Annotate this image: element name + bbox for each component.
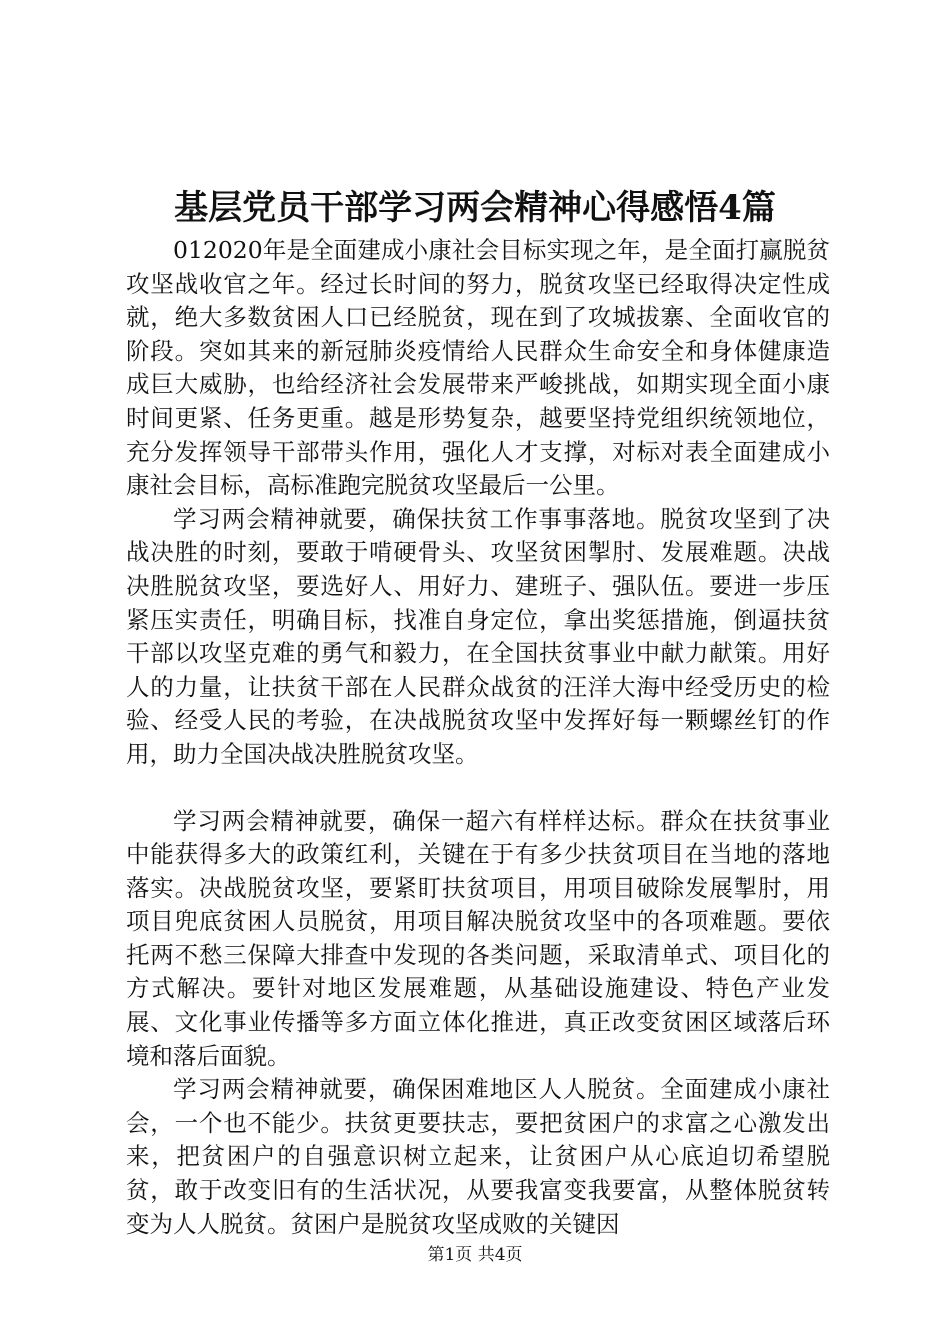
page-footer: 第1页 共4页	[427, 1245, 523, 1265]
document-body	[126, 234, 830, 1241]
paragraph-3: 学习两会精神就要，确保一超六有样样达标。群众在扶贫事业中能获得多大的政策红利，关键在于有多少扶贫项目在当地的落地落实。决战脱贫攻坚，要紧盯扶贫项目，用项目破除发展掣肘，用项目兜底贫困人员脱贫，用项目解决脱贫攻坚中的各项难题。要依托两不愁三保障大排查中发现的各类问题，采取清单式、项目化的方式解决。要针对地区发展难题，从基础设施建设、特色产业发展、文化事业传播等多方面立体化推进，真正改变贫困区域落后环境和落后面貌。	[126, 806, 830, 1070]
paragraph-2: 学习两会精神就要，确保扶贫工作事事落地。脱贫攻坚到了决战决胜的时刻，要敢于啃硬骨头、攻坚贫困掣肘、发展难题。决战决胜脱贫攻坚，要选好人、用好力、建班子、强队伍。要进一步压紧压实责任，明确目标，找准自身定位，拿出奖惩措施，倒逼扶贫干部以攻坚克难的勇气和毅力，在全国扶贫事业中献力献策。用好人的力量，让扶贫干部在人民群众战贫的汪洋大海中经受历史的检验、经受人民的考验，在决战脱贫攻坚中发挥好每一颗螺丝钉的作用，助力全国决战决胜脱贫攻坚。	[126, 504, 830, 768]
paragraph-4: 学习两会精神就要，确保困难地区人人脱贫。全面建成小康社会，一个也不能少。扶贫更要扶志，要把贫困户的求富之心激发出来，把贫困户的自强意识树立起来，让贫困户从心底迫切希望脱贫，敢于改变旧有的生活状况，从要我富变我要富，从整体脱贫转变为人人脱贫。贫困户是脱贫攻坚成败的关键因	[126, 1075, 830, 1238]
page-title: 基层党员干部学习两会精神心得感悟4篇	[174, 188, 776, 228]
paragraph-1: 012020年是全面建成小康社会目标实现之年，是全面打赢脱贫攻坚战收官之年。经过长时间的努力，脱贫攻坚已经取得决定性成就，绝大多数贫困人口已经脱贫，现在到了攻城拔寨、全面收官的阶段。突如其来的新冠肺炎疫情给人民群众生命安全和身体健康造成巨大威胁，也给经济社会发展带来严峻挑战，如期实现全面小康时间更紧、任务更重。越是形势复杂，越要坚持党组织统领地位，充分发挥领导干部带头作用，强化人才支撑，对标对表全面建成小康社会目标，高标准跑完脱贫攻坚最后一公里。	[126, 236, 830, 500]
